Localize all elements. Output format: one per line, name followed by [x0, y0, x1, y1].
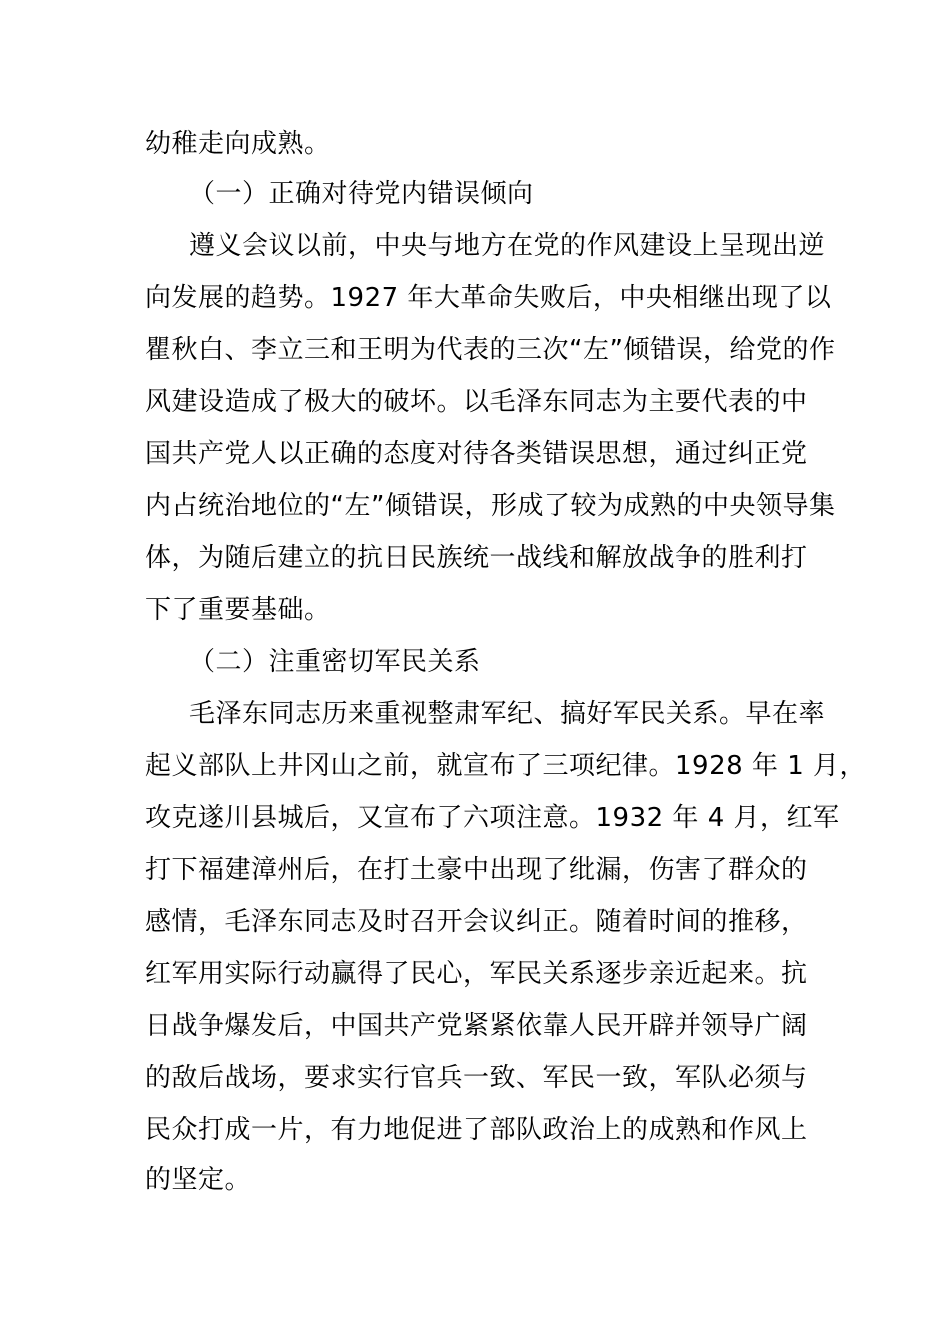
text-line-17: 红军用实际行动赢得了民心，军民关系逐步亲近起来。抗: [145, 959, 808, 989]
text-line-7: 国共产党人以正确的态度对待各类错误思想，通过纠正党: [145, 439, 808, 469]
text-line-14: 攻克遂川县城后，又宣布了六项注意。1932 年 4 月，红军: [145, 803, 840, 833]
text-line-16: 感情，毛泽东同志及时召开会议纠正。随着时间的推移，: [145, 907, 808, 937]
text-line-20: 民众打成一片，有力地促进了部队政治上的成熟和作风上: [145, 1115, 808, 1145]
text-line-13: 起义部队上井冈山之前，就宣布了三项纪律。1928 年 1 月，: [145, 751, 867, 781]
text-line-21: 的坚定。: [145, 1165, 252, 1195]
text-line-3: 遵义会议以前，中央与地方在党的作风建设上呈现出逆: [189, 231, 826, 261]
text-line-6: 风建设造成了极大的破坏。以毛泽东同志为主要代表的中: [145, 387, 808, 417]
text-line-12: 毛泽东同志历来重视整肃军纪、搞好军民关系。早在率: [189, 699, 826, 729]
text-line-1: 幼稚走向成熟。: [145, 129, 331, 159]
text-line-8: 内占统治地位的“左”倾错误，形成了较为成熟的中央领导集: [145, 491, 836, 521]
section-heading-1: （一）正确对待党内错误倾向: [189, 179, 534, 209]
text-line-10: 下了重要基础。: [145, 595, 331, 625]
text-line-19: 的敌后战场，要求实行官兵一致、军民一致，军队必须与: [145, 1063, 808, 1093]
section-heading-2: （二）注重密切军民关系: [189, 647, 481, 677]
text-line-5: 瞿秋白、李立三和王明为代表的三次“左”倾错误，给党的作: [145, 335, 836, 365]
text-line-15: 打下福建漳州后，在打土豪中出现了纰漏，伤害了群众的: [145, 855, 808, 885]
text-line-18: 日战争爆发后，中国共产党紧紧依靠人民开辟并领导广阔: [145, 1011, 808, 1041]
text-line-9: 体，为随后建立的抗日民族统一战线和解放战争的胜利打: [145, 543, 808, 573]
text-line-4: 向发展的趋势。1927 年大革命失败后，中央相继出现了以: [145, 283, 832, 313]
